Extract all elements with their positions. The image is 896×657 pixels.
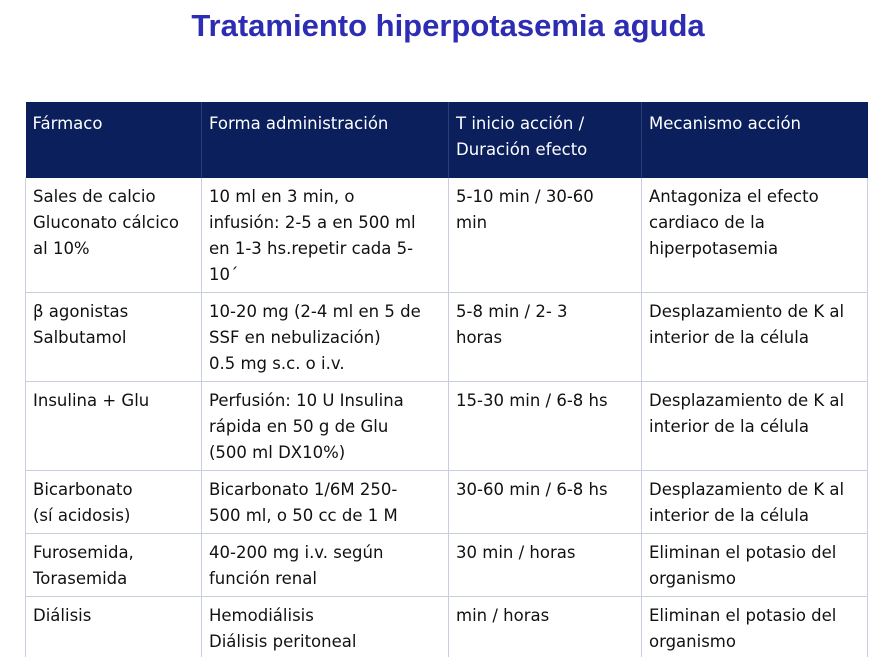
table-header-row [26,102,868,178]
treatment-table [25,102,868,657]
cell-mecanismo: Desplazamiento de K al interior de la célula [642,382,868,471]
header-tiempo-accion: T inicio acción / Duración efecto [449,102,642,178]
table-row [26,382,868,471]
cell-tiempo-accion: 5-10 min / 30-60 min [449,178,642,293]
cell-forma-administracion: 40-200 mg i.v. según función renal [202,534,449,597]
cell-farmaco: Bicarbonato (sí acidosis) [26,471,202,534]
cell-tiempo-accion: 5-8 min / 2- 3 horas [449,293,642,382]
cell-farmaco: Insulina + Glu [26,382,202,471]
slide-title: Tratamiento hiperpotasemia aguda [191,8,705,43]
cell-farmaco: Sales de calcio Gluconato cálcico al 10% [26,178,202,293]
cell-forma-administracion: Hemodiálisis Diálisis peritoneal [202,597,449,657]
cell-forma-administracion: 10 ml en 3 min, o infusión: 2-5 a en 500 ml en 1-3 hs.repetir cada 5- 10´ [202,178,449,293]
cell-tiempo-accion: 30 min / horas [449,534,642,597]
cell-forma-administracion: Bicarbonato 1/6M 250- 500 ml, o 50 cc de 1 M [202,471,449,534]
cell-forma-administracion: 10-20 mg (2-4 ml en 5 de SSF en nebulización) 0.5 mg s.c. o i.v. [202,293,449,382]
header-forma-administracion: Forma administración [202,102,449,178]
cell-mecanismo: Antagoniza el efecto cardiaco de la hiperpotasemia [642,178,868,293]
cell-farmaco: β agonistas Salbutamol [26,293,202,382]
header-mecanismo-accion: Mecanismo acción [649,114,802,133]
cell-mecanismo: Eliminan el potasio del organismo [642,534,868,597]
cell-forma-administracion: Perfusión: 10 U Insulina rápida en 50 g de Glu (500 ml DX10%) [202,382,449,471]
table-row [26,534,868,597]
header-farmaco: Fármaco [26,102,202,178]
cell-mecanismo: Desplazamiento de K al interior de la célula [642,293,868,382]
table-row [26,597,868,657]
cell-farmaco: Diálisis [26,597,202,657]
cell-farmaco: Furosemida, Torasemida [26,534,202,597]
cell-mecanismo: Desplazamiento de K al interior de la célula [642,471,868,534]
cell-tiempo-accion: min / horas [449,597,642,657]
cell-tiempo-accion: 15-30 min / 6-8 hs [449,382,642,471]
cell-mecanismo: Eliminan el potasio del organismo [642,597,868,657]
cell-tiempo-accion: 30-60 min / 6-8 hs [449,471,642,534]
table-row [26,293,868,382]
table-row [26,471,868,534]
table-row [26,178,868,293]
